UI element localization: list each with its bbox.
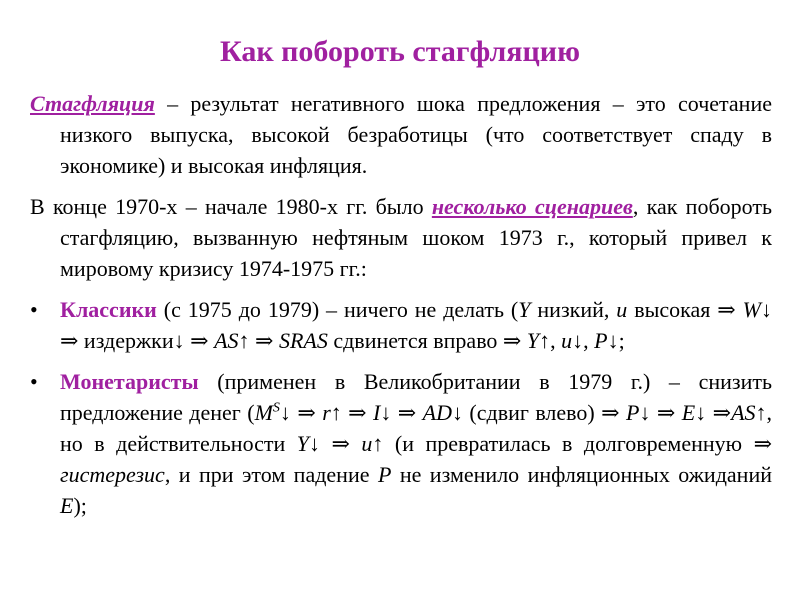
classics-label: Классики [60,297,157,322]
var-AD: AD [422,400,452,425]
var-E: E [681,400,696,425]
monetarists-text: ↑ (и превратилась в долговременную ⇒ [372,431,773,456]
var-I: I [373,400,381,425]
definition-paragraph [30,88,772,181]
monetarists-text: ); [73,493,87,518]
monetarists-text: ↑, но в действительности [60,400,773,456]
monetarists-text: ↓ ⇒ [639,400,682,425]
classics-text: (с 1975 до 1979) – ничего не делать ( [156,297,519,322]
var-r: r [322,400,331,425]
classics-text: ↑ ⇒ [238,328,279,353]
monetarists-text: ↓ ⇒ [309,431,362,456]
var-Y: Y [518,297,531,322]
var-Y: Y [526,328,540,353]
var-P: P [377,462,392,487]
classics-text: ↓, [572,328,595,353]
var-W: W [742,297,761,322]
term-hysteresis: гистерезис [60,462,165,487]
classics-text: высокая ⇒ [627,297,743,322]
var-M: M [254,400,273,425]
scenarios-text-after: , как побороть стагфляцию, вызванную нефтяным шоком 1973 г., который привел к мировому кризису 1974-1975 гг.: [60,194,772,281]
classics-text: ↓ ⇒ издержки↓ ⇒ [60,297,772,353]
monetarists-text: не изменило инфляционных ожиданий [391,462,772,487]
scenarios-paragraph [30,191,772,284]
slide-body [30,88,772,531]
classics-text: сдвинется вправо ⇒ [327,328,527,353]
var-P: P [626,400,640,425]
var-AS: AS [731,400,756,425]
var-u: u [361,431,373,456]
bullet-classics [30,294,772,356]
bullet-marker: • [30,297,38,322]
scenarios-text-before: В конце 1970-х – начале 1980-х гг. было [30,194,432,219]
classics-text: ↓; [607,328,625,353]
monetarists-text: ↓ (сдвиг влево) ⇒ [452,400,627,425]
var-AS: AS [214,328,239,353]
var-E: E [60,493,74,518]
var-SRAS: SRAS [278,328,328,353]
scenarios-emphasis: несколько сценариев [431,194,633,219]
bullet-marker: • [30,369,38,394]
monetarists-text: (применен в Великобритании в 1979 г.) – снизить предложение денег ( [60,369,772,425]
monetarists-text: ↓ ⇒ [380,400,423,425]
monetarists-label: Монетаристы [60,369,199,394]
classics-text: ↑, [539,328,562,353]
var-Y: Y [296,431,310,456]
var-P: P [594,328,608,353]
definition-text: – результат негативного шока предложения – это сочетание низкого выпуска, высокой безработицы (что соответствует спаду в экономике) и высокая инфляция. [60,91,772,178]
term-stagflation: Стагфляция [30,91,155,116]
var-u: u [561,328,573,353]
monetarists-text: ↓ ⇒ [279,400,323,425]
monetarists-text: ↓ ⇒ [695,400,732,425]
var-u: u [616,297,628,322]
superscript-S: S [272,400,280,416]
monetarists-text: , и при этом падение [164,462,378,487]
classics-text: низкий, [530,297,617,322]
monetarists-text: ↑ ⇒ [330,400,374,425]
slide-title: Как побороть стагфляцию [219,35,581,68]
bullet-monetarists [30,366,772,521]
